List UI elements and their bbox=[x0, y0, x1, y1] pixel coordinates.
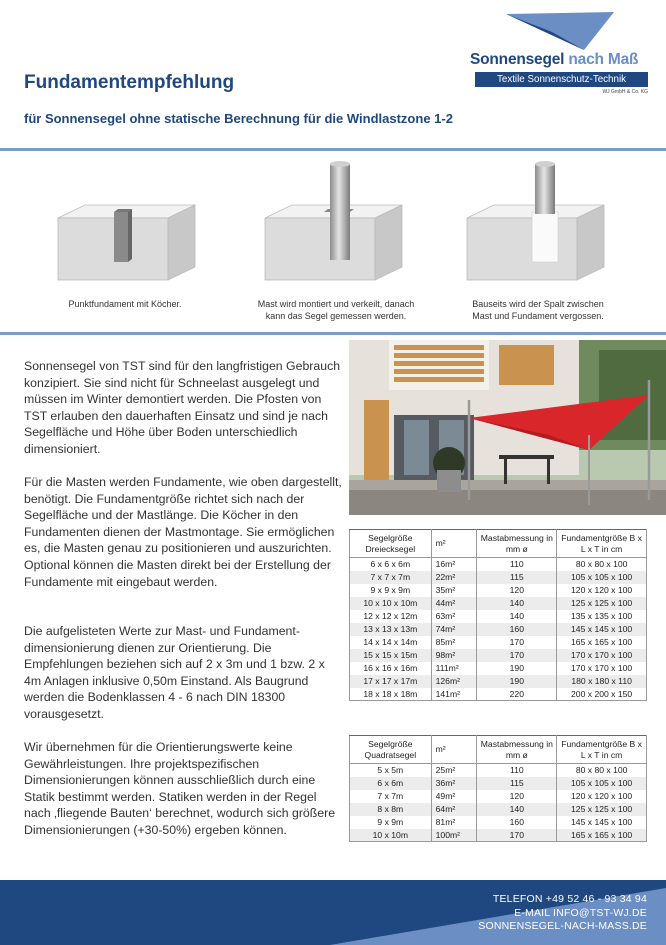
sail-logo-icon bbox=[506, 12, 614, 52]
table-row bbox=[350, 623, 647, 636]
paragraph-disclaimer: Wir übernehmen für die Orientierungswerte keine Gewährleistungen. Ihre projektspezifischen Dimensionierungen können ausschließlich durch eine Statik bestimmt werden. Statiken werden in der Regel nach ‚fliegende Bauten‘ berechnet, wodurch sich größere Dimensionierungen (+30-50%) ergeben können. bbox=[24, 740, 336, 837]
cell-mast-size: 170 bbox=[477, 649, 557, 662]
cell-sail-size: 9 x 9 x 9m bbox=[350, 584, 432, 597]
cell-area: 44m² bbox=[431, 597, 477, 610]
mast-grouted-illustration bbox=[462, 160, 612, 285]
table-row bbox=[350, 816, 647, 829]
header-mast-size: Mastabmessung in mm ø bbox=[477, 530, 557, 558]
header-mast-size: Mastabmessung in mm ø bbox=[477, 736, 557, 764]
table-body bbox=[350, 764, 647, 842]
header-foundation-size: Fundamentgröße B x L x T in cm bbox=[557, 736, 647, 764]
company-logo bbox=[470, 12, 650, 102]
caption-sleeve: Punktfundament mit Köcher. bbox=[68, 299, 182, 309]
cell-mast-size: 110 bbox=[477, 764, 557, 777]
cell-foundation-size: 180 x 180 x 110 bbox=[557, 675, 647, 688]
cell-area: 98m² bbox=[431, 649, 477, 662]
paragraph-dimensions: Die aufgelisteten Werte zur Mast- und Fundamentdimensionierung dienen zur Orientierung. Die Empfehlungen beziehen sich auf 2 x 3m und 1 bzw. 2 x 4m Anlagen inklusive 0,50m Einstand. Als Baugrund werden die Bodenklassen 4 - 6 nach DIN 18300 vorausgesetzt. bbox=[24, 624, 325, 721]
contact-phone: TELEFON +49 52 46 - 93 34 94 bbox=[492, 893, 647, 905]
cell-mast-size: 140 bbox=[477, 597, 557, 610]
cell-area: 100m² bbox=[431, 829, 477, 842]
cell-sail-size: 12 x 12 x 12m bbox=[350, 610, 432, 623]
logo-name-accent: nach Maß bbox=[568, 51, 639, 68]
table-row bbox=[350, 558, 647, 571]
table-row bbox=[350, 777, 647, 790]
caption-grouted-line2: Mast und Fundament vergossen. bbox=[472, 311, 604, 321]
cell-mast-size: 160 bbox=[477, 816, 557, 829]
cell-mast-size: 120 bbox=[477, 790, 557, 803]
cell-foundation-size: 125 x 125 x 100 bbox=[557, 597, 647, 610]
cell-foundation-size: 120 x 120 x 100 bbox=[557, 790, 647, 803]
cell-foundation-size: 105 x 105 x 100 bbox=[557, 777, 647, 790]
cell-sail-size: 18 x 18 x 18m bbox=[350, 688, 432, 701]
table-row bbox=[350, 662, 647, 675]
cell-foundation-size: 200 x 200 x 150 bbox=[557, 688, 647, 701]
cell-foundation-size: 80 x 80 x 100 bbox=[557, 558, 647, 571]
cell-mast-size: 120 bbox=[477, 584, 557, 597]
table-header-row bbox=[350, 530, 647, 558]
contact-block bbox=[478, 893, 647, 934]
cell-area: 85m² bbox=[431, 636, 477, 649]
mast-mounted-illustration bbox=[260, 160, 410, 285]
table-row bbox=[350, 584, 647, 597]
cell-sail-size: 5 x 5m bbox=[350, 764, 432, 777]
cell-mast-size: 110 bbox=[477, 558, 557, 571]
cell-sail-size: 13 x 13 x 13m bbox=[350, 623, 432, 636]
table-row bbox=[350, 790, 647, 803]
table-row bbox=[350, 636, 647, 649]
cell-foundation-size: 170 x 170 x 100 bbox=[557, 649, 647, 662]
cell-area: 64m² bbox=[431, 803, 477, 816]
table-row bbox=[350, 688, 647, 701]
cell-sail-size: 15 x 15 x 15m bbox=[350, 649, 432, 662]
cell-area: 35m² bbox=[431, 584, 477, 597]
table-body bbox=[350, 558, 647, 701]
cell-foundation-size: 145 x 145 x 100 bbox=[557, 623, 647, 636]
table-row bbox=[350, 597, 647, 610]
header-area: m² bbox=[431, 530, 477, 558]
caption-mast-line2: kann das Segel gemessen werden. bbox=[265, 311, 407, 321]
cell-foundation-size: 135 x 135 x 100 bbox=[557, 610, 647, 623]
cell-sail-size: 7 x 7m bbox=[350, 790, 432, 803]
cell-foundation-size: 120 x 120 x 100 bbox=[557, 584, 647, 597]
table-row bbox=[350, 829, 647, 842]
cell-foundation-size: 145 x 145 x 100 bbox=[557, 816, 647, 829]
cell-area: 126m² bbox=[431, 675, 477, 688]
cell-foundation-size: 105 x 105 x 100 bbox=[557, 571, 647, 584]
cell-sail-size: 9 x 9m bbox=[350, 816, 432, 829]
cell-mast-size: 115 bbox=[477, 571, 557, 584]
cell-foundation-size: 170 x 170 x 100 bbox=[557, 662, 647, 675]
cell-foundation-size: 125 x 125 x 100 bbox=[557, 803, 647, 816]
table-row bbox=[350, 675, 647, 688]
divider-top bbox=[0, 148, 666, 151]
cell-mast-size: 170 bbox=[477, 829, 557, 842]
foundation-sleeve-illustration bbox=[50, 160, 200, 285]
cell-area: 36m² bbox=[431, 777, 477, 790]
cell-foundation-size: 165 x 165 x 100 bbox=[557, 829, 647, 842]
caption-mast-line1: Mast wird montiert und verkeilt, danach bbox=[257, 299, 415, 309]
cell-foundation-size: 165 x 165 x 100 bbox=[557, 636, 647, 649]
cell-area: 63m² bbox=[431, 610, 477, 623]
divider-middle bbox=[0, 332, 666, 335]
header-sail-size: Segelgröße Dreiecksegel bbox=[350, 530, 432, 558]
logo-name-main: Sonnensegel bbox=[470, 51, 565, 68]
cell-sail-size: 10 x 10m bbox=[350, 829, 432, 842]
cell-sail-size: 16 x 16 x 16m bbox=[350, 662, 432, 675]
paragraph-foundations: Für die Masten werden Fundamente, wie oben dargestellt, benötigt. Die Fundamentgröße richtet sich nach der Segelfläche und der Mastlänge. Die Köcher in den Fundamenten dienen der Mastmontage. Sie ermöglichen es, die Masten genau zu positionieren und auszurichten. Optional können die Masten direkt bei der Erstellung der Fundamente mit eingebaut werden. bbox=[24, 475, 342, 589]
cell-sail-size: 8 x 8m bbox=[350, 803, 432, 816]
page-subtitle: für Sonnensegel ohne statische Berechnung für die Windlastzone 1-2 bbox=[24, 111, 453, 126]
table-triangle-sails bbox=[349, 529, 647, 701]
table-header-row bbox=[350, 736, 647, 764]
paragraph-intro: Sonnensegel von TST sind für den langfristigen Gebrauch konzipiert. Sie sind nicht für Schneelast ausgelegt und müssen im Winter demontiert werden. Die Pfosten von TST erlauben den dauerhaften Einsatz und sind je nach Segelfläche und Höhe über Boden unterschiedlich dimensioniert. bbox=[24, 359, 341, 456]
caption-mast-grouted bbox=[448, 298, 628, 322]
installed-sail-photo bbox=[349, 340, 666, 515]
cell-area: 74m² bbox=[431, 623, 477, 636]
cell-sail-size: 6 x 6m bbox=[350, 777, 432, 790]
cell-foundation-size: 80 x 80 x 100 bbox=[557, 764, 647, 777]
header-foundation-size: Fundamentgröße B x L x T in cm bbox=[557, 530, 647, 558]
table-row bbox=[350, 610, 647, 623]
cell-area: 22m² bbox=[431, 571, 477, 584]
table-row bbox=[350, 764, 647, 777]
cell-area: 111m² bbox=[431, 662, 477, 675]
cell-sail-size: 10 x 10 x 10m bbox=[350, 597, 432, 610]
cell-sail-size: 14 x 14 x 14m bbox=[350, 636, 432, 649]
cell-area: 25m² bbox=[431, 764, 477, 777]
contact-email: E-MAIL INFO@TST-WJ.DE bbox=[514, 906, 647, 919]
contact-website: SONNENSEGEL-NACH-MASS.DE bbox=[478, 920, 647, 932]
cell-area: 49m² bbox=[431, 790, 477, 803]
cell-area: 81m² bbox=[431, 816, 477, 829]
cell-mast-size: 190 bbox=[477, 675, 557, 688]
cell-mast-size: 170 bbox=[477, 636, 557, 649]
cell-mast-size: 115 bbox=[477, 777, 557, 790]
caption-mast-mounted bbox=[236, 298, 436, 322]
logo-company: WJ GmbH & Co. KG bbox=[602, 89, 648, 95]
cell-mast-size: 160 bbox=[477, 623, 557, 636]
cell-mast-size: 190 bbox=[477, 662, 557, 675]
cell-sail-size: 6 x 6 x 6m bbox=[350, 558, 432, 571]
cell-area: 16m² bbox=[431, 558, 477, 571]
cell-sail-size: 17 x 17 x 17m bbox=[350, 675, 432, 688]
page-title: Fundamentempfehlung bbox=[24, 72, 235, 93]
caption-grouted-line1: Bauseits wird der Spalt zwischen bbox=[472, 299, 604, 309]
logo-tagline: Textile Sonnenschutz-Technik bbox=[475, 72, 648, 87]
header-area: m² bbox=[431, 736, 477, 764]
table-row bbox=[350, 649, 647, 662]
table-row bbox=[350, 803, 647, 816]
header-sail-size: Segelgröße Quadratsegel bbox=[350, 736, 432, 764]
cell-area: 141m² bbox=[431, 688, 477, 701]
table-square-sails bbox=[349, 735, 647, 842]
cell-sail-size: 7 x 7 x 7m bbox=[350, 571, 432, 584]
logo-wordmark bbox=[470, 51, 650, 69]
cell-mast-size: 220 bbox=[477, 688, 557, 701]
cell-mast-size: 140 bbox=[477, 803, 557, 816]
cell-mast-size: 140 bbox=[477, 610, 557, 623]
table-row bbox=[350, 571, 647, 584]
